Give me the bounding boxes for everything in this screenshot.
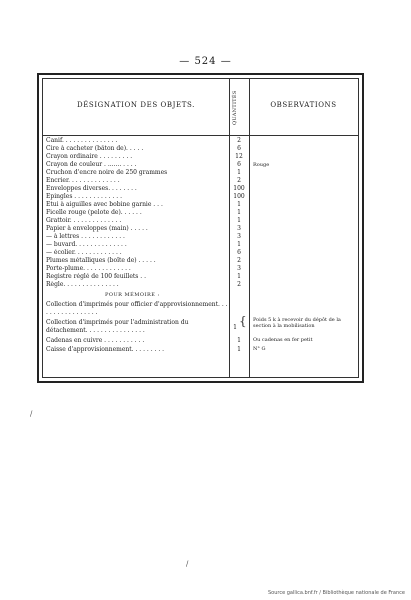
row-item: Cadenas en cuivre . . . . . . . . . . . [46, 337, 145, 344]
header-designation: DÉSIGNATION DES OBJETS. [77, 101, 195, 109]
row-item: Epingles . . . . . . . . . . . . . [46, 193, 122, 200]
table-row [43, 225, 358, 233]
row-item: Enveloppes diverses. . . . . . . . [46, 185, 137, 192]
row-qty: 12 [235, 153, 243, 160]
memo-row [43, 337, 358, 346]
row-qty: 1 [233, 324, 237, 331]
page-number: — 524 — [179, 56, 232, 67]
header-quantites: QUANTITÉS [232, 90, 238, 126]
row-item: Papier à enveloppes (main) . . . . . [46, 225, 148, 232]
table-row [43, 201, 358, 209]
row-item: Cruchon d'encre noire de 250 grammes [46, 169, 168, 176]
row-qty: 6 [237, 145, 241, 152]
row-qty: 1 [237, 209, 241, 216]
table-row [43, 209, 358, 217]
row-item: Plumes métalliques (boîte de) . . . . . [46, 257, 156, 264]
row-qty: 3 [237, 265, 241, 272]
stray-mark: / [186, 560, 189, 568]
table-row [43, 137, 358, 145]
table-row [43, 145, 358, 153]
row-item: Etui à aiguilles avec bobine garnie . . . [46, 201, 163, 208]
row-qty: 100 [233, 193, 245, 200]
table-row [43, 265, 358, 273]
table-row [43, 233, 358, 241]
header-observations: OBSERVATIONS [270, 101, 337, 109]
row-obs: Ou cadenas en fer petit [253, 337, 313, 343]
memo-row [43, 314, 358, 337]
table-row [43, 177, 358, 185]
row-item: Porte-plume. . . . . . . . . . . . . [46, 265, 131, 272]
row-obs: Rouge [253, 162, 270, 168]
row-item: Ficelle rouge (pelote de). . . . . . [46, 209, 142, 216]
row-item: Grattoir. . . . . . . . . . . . . . [46, 217, 122, 224]
row-item: Règle. . . . . . . . . . . . . . . [46, 281, 119, 288]
row-qty: 1 [237, 346, 241, 353]
row-item: Crayon ordinaire . . . . . . . . . [46, 153, 133, 160]
row-qty: 2 [237, 177, 241, 184]
table-row [43, 257, 358, 265]
row-item: Registre réglé de 100 feuillets . . [46, 273, 147, 280]
row-qty: 3 [237, 233, 241, 240]
row-item: — buvard. . . . . . . . . . . . . . [46, 241, 127, 248]
inventory-table [42, 78, 359, 378]
row-obs: Poids 5 k à recevoir du dépôt de la section à la mobilisation [253, 317, 341, 329]
table-row [43, 217, 358, 225]
row-qty: 2 [237, 257, 241, 264]
stray-mark: / [30, 410, 33, 418]
row-qty: 1 [237, 169, 241, 176]
row-item: Cire à cacheter (bâton de). . . . . [46, 145, 144, 152]
row-item: Collection d'imprimés pour l'administration du détachement. . . . . . . . . . . . . . . . [46, 319, 189, 334]
table-row [43, 193, 358, 201]
row-qty: 2 [237, 137, 241, 144]
table-row [43, 161, 358, 169]
row-qty: 1 [237, 273, 241, 280]
row-item: Encrier. . . . . . . . . . . . . . [46, 177, 120, 184]
table-row [43, 185, 358, 193]
row-qty: 3 [237, 225, 241, 232]
table-row [43, 281, 358, 289]
table-row [43, 241, 358, 249]
table-body [43, 137, 358, 355]
table-row [43, 273, 358, 281]
table-row [43, 153, 358, 161]
row-item: Caisse d'approvisionnement. . . . . . . . . [46, 346, 165, 353]
memo-row [43, 346, 358, 355]
row-qty: 100 [233, 185, 245, 192]
row-qty: 1 [237, 241, 241, 248]
row-item: Crayon de couleur . ....... . . . . [46, 161, 137, 168]
table-row [43, 249, 358, 257]
row-item: Collection d'imprimés pour officier d'approvisionnement. . . . . . . . . . . . . . . . . [46, 301, 228, 316]
row-obs: N° G [253, 346, 266, 352]
row-qty: 6 [237, 161, 241, 168]
section-title-pour-memoire: POUR MÉMOIRE : [105, 292, 160, 298]
row-qty: 2 [237, 281, 241, 288]
table-header [43, 79, 358, 136]
row-qty: 1 [237, 201, 241, 208]
row-item: Canif. . . . . . . . . . . . . . . [46, 137, 118, 144]
row-qty: 6 [237, 249, 241, 256]
row-item: — à lettres . . . . . . . . . . . . [46, 233, 125, 240]
brace-mark: { [239, 314, 247, 328]
row-item: — écolier. . . . . . . . . . . . . [46, 249, 122, 256]
source-footer: Source gallica.bnf.fr / Bibliothèque nationale de France [267, 590, 405, 596]
row-qty: 1 [237, 337, 241, 344]
inventory-table-frame [37, 73, 364, 383]
row-qty: 1 [237, 217, 241, 224]
table-row [43, 169, 358, 177]
